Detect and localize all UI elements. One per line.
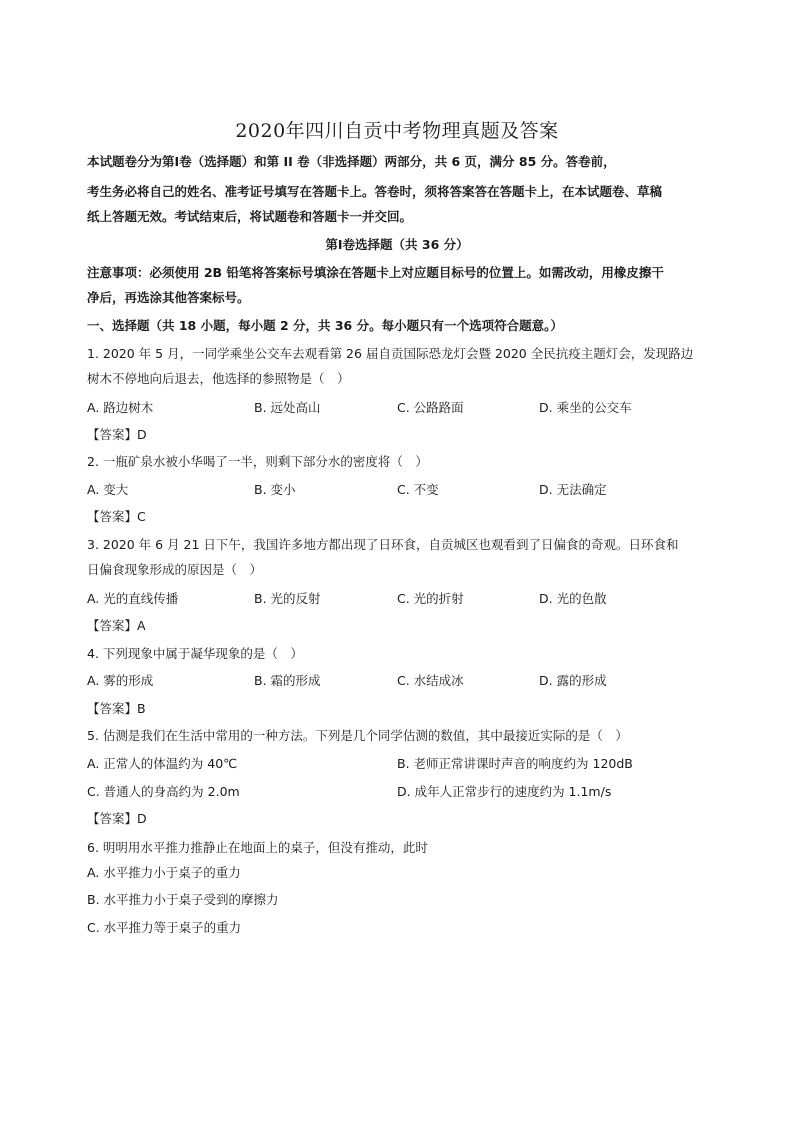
question-3-option-c: C. 光的折射 bbox=[397, 591, 464, 606]
question-2-option-a: A. 变大 bbox=[87, 482, 129, 497]
question-5-line-1: 5. 估测是我们在生活中常用的一种方法。下列是几个同学估测的数值，其中最接近实际的是（ ） bbox=[87, 728, 628, 743]
question-4-line-1: 4. 下列现象中属于凝华现象的是（ ） bbox=[87, 646, 303, 661]
question-3-option-a: A. 光的直线传播 bbox=[87, 591, 179, 606]
part-heading: 一、选择题（共 18 小题，每小题 2 分，共 36 分。每小题只有一个选项符合题意。） bbox=[87, 318, 563, 333]
question-3-line-2: 日偏食现象形成的原因是（ ） bbox=[87, 562, 263, 577]
intro-line-3: 纸上答题无效。考试结束后，将试题卷和答题卡一并交回。 bbox=[87, 209, 413, 224]
page-title: 2020年四川自贡中考物理真题及答案 bbox=[235, 120, 559, 142]
question-1-option-c: C. 公路路面 bbox=[397, 400, 464, 415]
question-2-answer: 【答案】C bbox=[87, 509, 146, 524]
intro-line-1: 本试题卷分为第Ⅰ卷（选择题）和第 II 卷（非选择题）两部分，共 6 页，满分 85 分。答卷前， bbox=[87, 154, 616, 169]
question-5-option-c: C. 普通人的身高约为 2.0m bbox=[87, 784, 240, 799]
question-1-option-b: B. 远处高山 bbox=[254, 400, 321, 415]
question-4-option-a: A. 雾的形成 bbox=[87, 673, 154, 688]
question-5-answer: 【答案】D bbox=[87, 811, 147, 826]
question-6-option-a: A. 水平推力小于桌子的重力 bbox=[87, 865, 241, 880]
notice-line-1: 注意事项：必须使用 2B 铅笔将答案标号填涂在答题卡上对应题目标号的位置上。如需改动，用橡皮擦干 bbox=[87, 265, 664, 280]
question-4-answer: 【答案】B bbox=[87, 701, 146, 716]
question-2-option-b: B. 变小 bbox=[254, 482, 296, 497]
question-2-option-d: D. 无法确定 bbox=[539, 482, 607, 497]
question-4-option-d: D. 露的形成 bbox=[539, 673, 607, 688]
question-3-answer: 【答案】A bbox=[87, 618, 146, 633]
question-6-option-c: C. 水平推力等于桌子的重力 bbox=[87, 920, 242, 935]
question-6-line-1: 6. 明明用水平推力推静止在地面上的桌子，但没有推动，此时 bbox=[87, 840, 428, 855]
section-title: 第Ⅰ卷选择题（共 36 分） bbox=[325, 237, 469, 252]
question-5-option-d: D. 成年人正常步行的速度约为 1.1m/s bbox=[397, 784, 612, 799]
question-1-option-d: D. 乘坐的公交车 bbox=[539, 400, 632, 415]
question-1-line-2: 树木不停地向后退去，他选择的参照物是（ ） bbox=[87, 371, 350, 386]
question-1-line-1: 1. 2020 年 5 月，一同学乘坐公交车去观看第 26 届自贡国际恐龙灯会暨 2020 全民抗疫主题灯会，发现路边 bbox=[87, 346, 694, 361]
question-5-option-a: A. 正常人的体温约为 40℃ bbox=[87, 756, 238, 771]
question-1-option-a: A. 路边树木 bbox=[87, 400, 154, 415]
intro-line-2: 考生务必将自己的姓名、准考证号填写在答题卡上。答卷时，须将答案答在答题卡上，在本试题卷、草稿 bbox=[87, 184, 663, 199]
question-1-answer: 【答案】D bbox=[87, 427, 147, 442]
question-3-line-1: 3. 2020 年 6 月 21 日下午，我国许多地方都出现了日环食，自贡城区也观看到了日偏食的奇观。日环食和 bbox=[87, 537, 679, 552]
question-3-option-b: B. 光的反射 bbox=[254, 591, 321, 606]
notice-line-2: 净后，再选涂其他答案标号。 bbox=[87, 290, 250, 305]
question-4-option-c: C. 水结成冰 bbox=[397, 673, 464, 688]
question-2-line-1: 2. 一瓶矿泉水被小华喝了一半，则剩下部分水的密度将（ ） bbox=[87, 454, 428, 469]
question-5-option-b: B. 老师正常讲课时声音的响度约为 120dB bbox=[397, 756, 633, 771]
question-3-option-d: D. 光的色散 bbox=[539, 591, 607, 606]
question-6-option-b: B. 水平推力小于桌子受到的摩擦力 bbox=[87, 892, 279, 907]
question-4-option-b: B. 霜的形成 bbox=[254, 673, 321, 688]
question-2-option-c: C. 不变 bbox=[397, 482, 439, 497]
